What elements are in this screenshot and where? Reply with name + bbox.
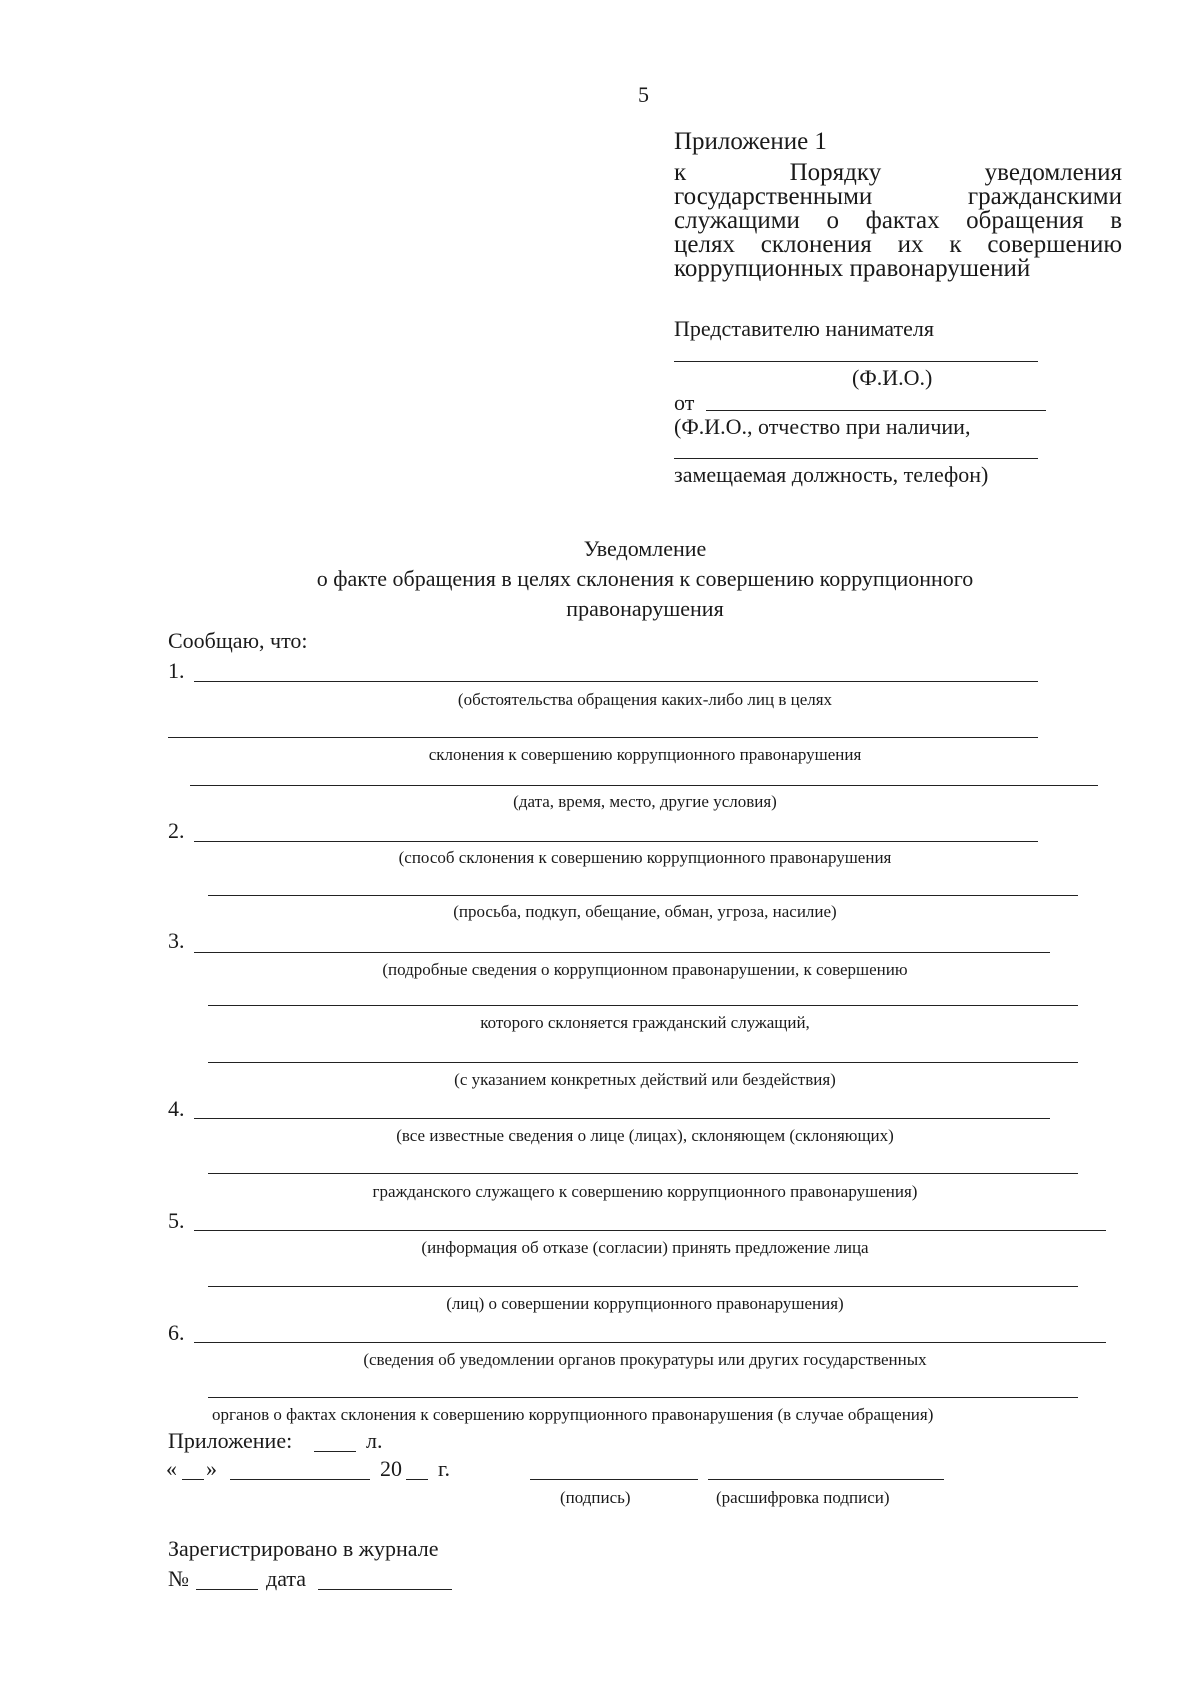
signature-decoding-field[interactable] [708, 1479, 944, 1480]
item-2-line[interactable] [208, 895, 1078, 896]
appendix-line: служащими о фактах обращения в [674, 207, 1122, 234]
attachment-unit: л. [366, 1428, 383, 1453]
item-4-line[interactable] [194, 1118, 1050, 1119]
appendix-line: целях склонения их к совершению [674, 231, 1122, 258]
item-number: 1. [168, 658, 185, 683]
item-caption: (лиц) о совершении коррупционного правонарушения) [446, 1294, 844, 1313]
item-3-line[interactable] [194, 952, 1050, 953]
addressee-fio-line[interactable] [674, 361, 1038, 362]
year-suffix: г. [438, 1456, 451, 1481]
item-caption: (обстоятельства обращения каких-либо лиц в целях [457, 690, 833, 709]
day-field[interactable] [182, 1479, 204, 1480]
item-caption: (подробные сведения о коррупционном правонарушении, к совершению [382, 960, 908, 979]
signature-field[interactable] [530, 1479, 698, 1480]
item-number: 5. [168, 1208, 185, 1233]
sender-position-line[interactable] [674, 458, 1038, 459]
item-5-line[interactable] [194, 1230, 1106, 1231]
item-number: 2. [168, 818, 185, 843]
item-2-line[interactable] [194, 841, 1038, 842]
appendix-line: государственными гражданскими [674, 183, 1122, 210]
sender-line[interactable] [706, 410, 1046, 411]
attachment-label: Приложение: [168, 1428, 293, 1453]
appendix-title: Приложение 1 [674, 128, 827, 155]
document-title: Уведомление [583, 536, 707, 561]
item-1-line[interactable] [194, 681, 1038, 682]
addressee-label: Представителю нанимателя [674, 316, 934, 341]
item-caption: (информация об отказе (согласии) принять предложение лица [421, 1238, 869, 1257]
year-field[interactable] [406, 1479, 428, 1480]
page-number: 5 [638, 82, 649, 107]
item-number: 6. [168, 1320, 185, 1345]
appendix-line: коррупционных правонарушений [674, 255, 1031, 282]
date-close-quote: » [206, 1456, 217, 1481]
item-1-line[interactable] [190, 785, 1098, 786]
item-number: 3. [168, 928, 185, 953]
item-caption: которого склоняется гражданский служащий, [480, 1013, 810, 1032]
sender-caption-1: (Ф.И.О., отчество при наличии, [674, 414, 971, 439]
sender-caption-2: замещаемая должность, телефон) [674, 462, 989, 487]
document-subtitle: о факте обращения в целях склонения к совершению коррупционного [316, 566, 974, 591]
month-field[interactable] [230, 1479, 370, 1480]
item-caption: (сведения об уведомлении органов прокуратуры или других государственных [363, 1350, 927, 1369]
date-open-quote: « [166, 1456, 177, 1481]
signature-decoding-caption: (расшифровка подписи) [716, 1488, 890, 1507]
appendix-line: к Порядку уведомления [674, 159, 1122, 186]
from-label: от [674, 390, 695, 415]
year-prefix: 20 [380, 1456, 402, 1481]
item-caption: (с указанием конкретных действий или бездействия) [454, 1070, 836, 1089]
item-caption: склонения к совершению коррупционного правонарушения [428, 745, 862, 764]
item-5-line[interactable] [208, 1286, 1078, 1287]
date-label: дата [266, 1566, 307, 1591]
item-3-line[interactable] [208, 1062, 1078, 1063]
registered-label: Зарегистрировано в журнале [168, 1536, 439, 1561]
item-caption: органов о фактах склонения к совершению коррупционного правонарушения (в случае обращения) [212, 1405, 934, 1424]
item-caption: (все известные сведения о лице (лицах), склоняющем (склоняющих) [396, 1126, 894, 1145]
number-label: № [168, 1566, 189, 1591]
item-number: 4. [168, 1096, 185, 1121]
item-3-line[interactable] [208, 1005, 1078, 1006]
item-caption: гражданского служащего к совершению коррупционного правонарушения) [372, 1182, 918, 1201]
item-6-line[interactable] [208, 1397, 1078, 1398]
item-caption: (дата, время, место, другие условия) [513, 792, 777, 811]
item-6-line[interactable] [194, 1342, 1106, 1343]
item-caption: (способ склонения к совершению коррупционного правонарушения [398, 848, 892, 867]
signature-caption: (подпись) [560, 1488, 631, 1507]
fio-caption: (Ф.И.О.) [852, 365, 933, 390]
registration-date-field[interactable] [318, 1589, 452, 1590]
attachment-count-field[interactable] [314, 1451, 356, 1452]
registration-number-field[interactable] [196, 1589, 258, 1590]
document-subtitle-cont: правонарушения [566, 596, 724, 621]
item-1-line[interactable] [168, 737, 1038, 738]
intro-text: Сообщаю, что: [168, 628, 308, 653]
item-4-line[interactable] [208, 1173, 1078, 1174]
item-caption: (просьба, подкуп, обещание, обман, угроза, насилие) [453, 902, 837, 921]
